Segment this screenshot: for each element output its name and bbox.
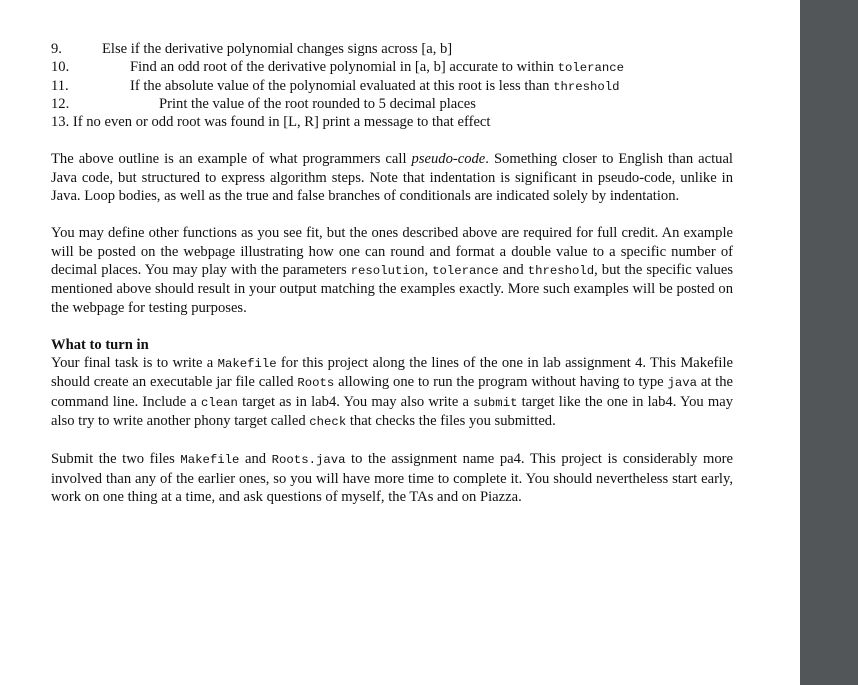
- para-text: The above outline is an example of what programmers call: [51, 151, 412, 168]
- outline-text: Print the value of the root rounded to 5 decimal places: [159, 95, 476, 112]
- paragraph-functions: [51, 224, 733, 316]
- outline-number: 9.: [51, 41, 62, 57]
- outline-line-11: [51, 77, 733, 95]
- outline-text: Else if the derivative polynomial changes signs across [a, b]: [102, 41, 453, 57]
- para-text: target like the one in lab4. You may also try to write another phony target called: [51, 393, 733, 430]
- code-java: java: [667, 376, 697, 391]
- code-makefile: Makefile: [180, 453, 240, 468]
- para-text: at the command line. Include a: [51, 374, 734, 410]
- outline-line-10: [51, 58, 733, 76]
- pseudo-code-outline: [51, 40, 733, 131]
- code-threshold: threshold: [527, 263, 595, 278]
- outline-text-main: Find an odd root of the derivative polynomial in [a, b] accurate to within: [130, 59, 558, 76]
- code-clean: clean: [201, 395, 238, 410]
- para-text: . Something closer to English than actual Java code, but structured to express algorithm steps. Note that indentation is significant in pseudo-code, unlike in Java. Loop bodies, as well as the true and false branches of conditionals are indicated solely by indentation.: [51, 151, 733, 205]
- outline-number: 11.: [51, 77, 69, 94]
- para-text: allowing one to run the program without having to type: [334, 374, 668, 391]
- code-threshold: threshold: [553, 79, 620, 94]
- para-text: for this project along the lines of the one in lab assignment 4. This Makefile should create an executable jar file called: [51, 355, 733, 391]
- code-tolerance: tolerance: [432, 263, 499, 278]
- document-content: [51, 40, 733, 506]
- para-text: , but the specific values mentioned above should result in your output matching the examples exactly. More such examples will be posted on the webpage for testing purposes.: [51, 261, 734, 316]
- para-text: to the assignment name pa4. This project is considerably more involved than any of the earlier ones, so you will have more time to complete it. You should nevertheless start early, work on one thing at a time, and ask questions of myself, the TAs and on Piazza.: [51, 451, 733, 505]
- code-check: check: [309, 415, 347, 430]
- viewer-side-panel[interactable]: [800, 0, 858, 685]
- outline-text: [130, 77, 620, 96]
- para-text: Your final task is to write a: [51, 355, 218, 372]
- paragraph-makefile: [51, 354, 733, 431]
- outline-line-9: [51, 40, 733, 58]
- outline-text-main: If the absolute value of the polynomial evaluated at this root is less than: [130, 77, 554, 94]
- code-submit: submit: [473, 395, 518, 410]
- code-roots: Roots: [297, 376, 335, 391]
- outline-number: 10.: [51, 59, 70, 76]
- para-text: that checks the files you submitted.: [346, 413, 556, 430]
- para-text: and: [498, 261, 528, 278]
- outline-text: 13. If no even or odd root was found in [L, R] print a message to that effect: [51, 114, 491, 131]
- paragraph-submit: [51, 450, 733, 506]
- para-text: and: [239, 451, 272, 468]
- section-heading: What to turn in: [51, 336, 149, 353]
- outline-line-13: [51, 113, 733, 131]
- para-text: Submit the two files: [51, 451, 181, 468]
- code-resolution: resolution: [350, 263, 425, 278]
- code-roots-java: Roots.java: [271, 453, 346, 468]
- para-text: ,: [424, 261, 433, 278]
- outline-number: 12.: [51, 95, 70, 112]
- outline-line-12: [51, 95, 733, 113]
- paragraph-pseudo-code: [51, 150, 733, 205]
- emphasis-pseudo-code: pseudo-code: [411, 151, 486, 168]
- outline-text: [130, 58, 624, 77]
- code-tolerance: tolerance: [557, 61, 624, 76]
- para-text: You may define other functions as you see fit, but the ones described above are required for full credit. An example will be posted on the webpage illustrating how one can round and format a double value to a specific number of decimal places. You may play with the parameters: [51, 225, 733, 278]
- para-text: target as in lab4. You may also write a: [237, 393, 474, 410]
- code-makefile: Makefile: [217, 357, 277, 372]
